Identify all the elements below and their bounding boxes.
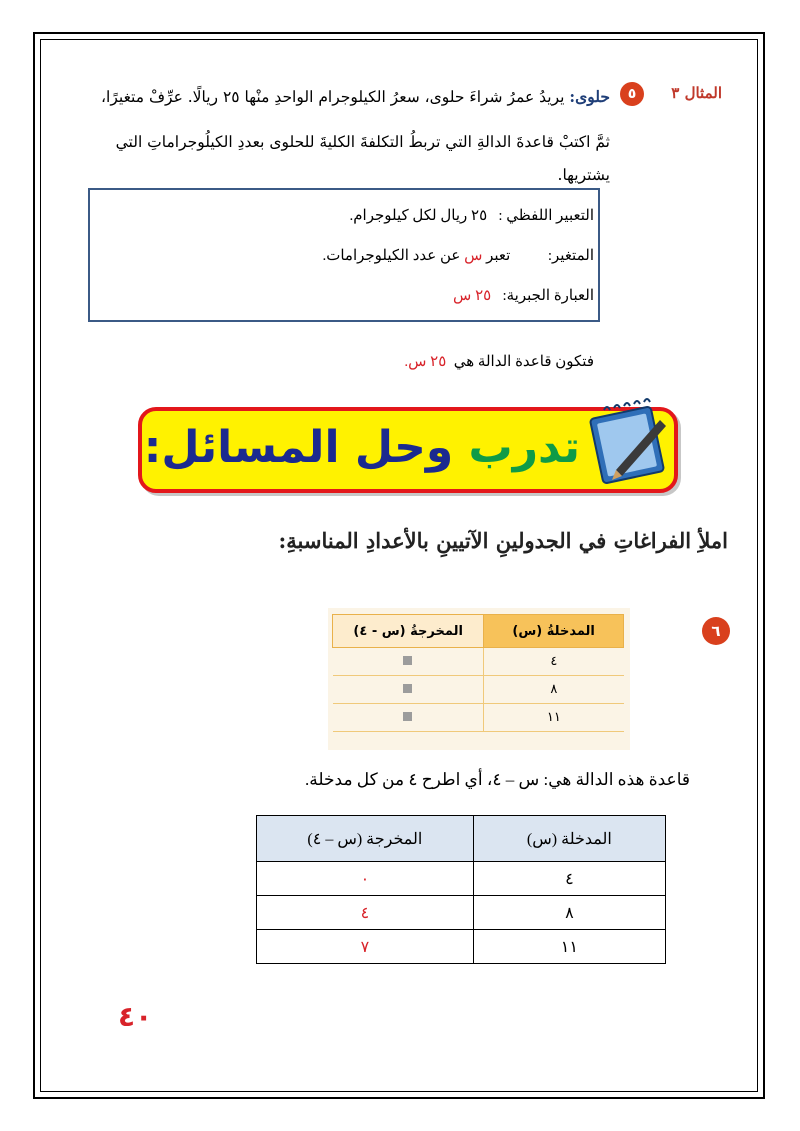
example-number-badge: ٥: [620, 82, 644, 106]
answer-output-cell: ٤: [257, 896, 474, 930]
answer-input-cell: ١١: [473, 930, 665, 964]
input-cell: ٨: [484, 676, 624, 704]
input-cell: ٤: [484, 648, 624, 676]
variable-line: [322, 246, 594, 265]
verbal-value: ٢٥ ريال لكل كيلوجرام.: [349, 208, 488, 224]
variable-symbol: س: [464, 248, 483, 264]
notebook-pen-icon: [586, 398, 676, 488]
example-label: المثال ٣: [671, 84, 722, 102]
problem-text-1: يريدُ عمرُ شراءَ حلوى، سعرُ الكيلوجرام الواحدِ منْها ٢٥ ريالًا. عرِّفْ متغيرًا،: [101, 88, 565, 106]
answer-output-cell: ٧: [257, 930, 474, 964]
banner-word-practice: تدرب: [468, 422, 580, 473]
table-row: [257, 896, 666, 930]
input-cell: ١١: [484, 704, 624, 732]
blank-square-icon: [403, 712, 412, 721]
table-header-row: [333, 615, 624, 648]
output-header: المخرجةُ (س - ٤): [333, 615, 484, 648]
problem-lines-2-3: [90, 126, 610, 192]
blank-output-cell: [333, 676, 484, 704]
exercise-instruction: املأِ الفراغاتِ في الجدولينِ الآتيينِ بالأعدادِ المناسبةِ:: [278, 528, 728, 553]
verbal-expression-line: [350, 206, 594, 225]
table-row: [333, 704, 624, 732]
function-rule-text: قاعدة هذه الدالة هي: س – ٤، أي اطرح ٤ من كل مدخلة.: [305, 770, 690, 789]
problem-text-3: يشتريها.: [557, 166, 610, 184]
answer-header-row: [257, 816, 666, 862]
conclusion-text: فتكون قاعدة الدالة هي: [453, 354, 594, 370]
problem-topic: حلوى:: [569, 87, 610, 106]
answer-function-table: [256, 815, 666, 964]
variable-label: المتغير:: [547, 248, 594, 264]
answer-input-cell: ٤: [473, 862, 665, 896]
verbal-label: التعبير اللفظي :: [498, 208, 594, 224]
table-row: [257, 862, 666, 896]
problem-text-2: ثمَّ اكتبْ قاعدةَ الدالةِ التي تربطُ التكلفةَ الكليةَ للحلوى بعددِ الكيلُوجراماتِ التي: [115, 133, 610, 151]
problem-line-1: [90, 80, 610, 114]
problem-number-badge: ٦: [702, 617, 730, 645]
answer-input-cell: ٨: [473, 896, 665, 930]
conclusion-line: [404, 352, 594, 371]
answer-output-cell: ٠: [257, 862, 474, 896]
algebraic-label: العبارة الجبرية:: [502, 288, 594, 304]
table-row: [333, 676, 624, 704]
banner-title: [144, 418, 580, 478]
answer-input-header: المدخلة (س): [473, 816, 665, 862]
algebraic-value: ٢٥ س: [453, 288, 492, 304]
variable-post: عن عدد الكيلوجرامات.: [322, 248, 461, 264]
page-number: ٤٠: [118, 1000, 153, 1033]
blank-output-cell: [333, 648, 484, 676]
conclusion-value: ٢٥ س.: [404, 354, 447, 370]
banner-word-solve: وحل المسائل:: [143, 422, 454, 473]
blank-square-icon: [403, 684, 412, 693]
table-row: [257, 930, 666, 964]
textbook-function-table: [332, 614, 624, 732]
blank-square-icon: [403, 656, 412, 665]
variable-pre: تعبر: [486, 248, 511, 264]
input-header: المدخلةُ (س): [484, 615, 624, 648]
algebraic-line: [453, 286, 594, 305]
blank-output-cell: [333, 704, 484, 732]
answer-output-header: المخرجة (س – ٤): [257, 816, 474, 862]
table-row: [333, 648, 624, 676]
